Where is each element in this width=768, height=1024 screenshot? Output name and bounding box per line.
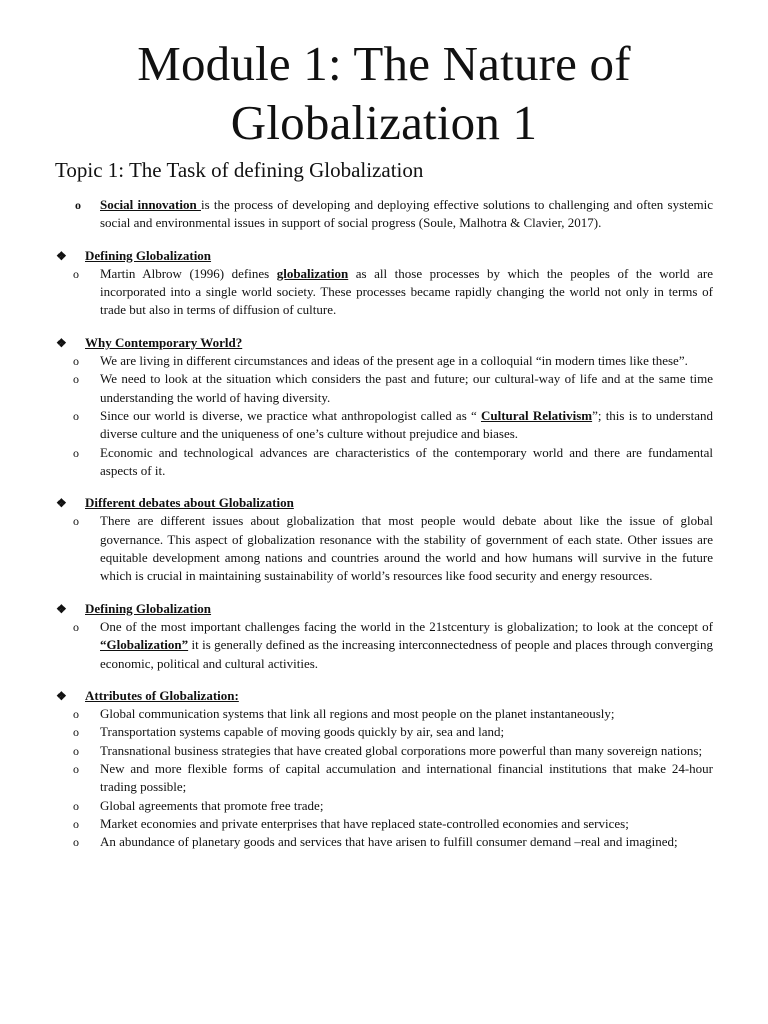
diamond-bullet-icon: ❖ <box>56 496 67 511</box>
section-heading <box>55 334 713 352</box>
list-item-text-pre: An abundance of planetary goods and services that have arisen to fulfill consumer demand –real and imagined; <box>100 834 678 850</box>
bullet-marker: o <box>73 707 79 722</box>
section-heading <box>55 247 713 265</box>
keyword: globalization <box>276 265 349 281</box>
list-item-text <box>100 618 713 673</box>
list-item <box>55 370 713 407</box>
list-item-text-pre: Market economies and private enterprises that have replaced state-controlled economies and services; <box>100 815 629 831</box>
page-title <box>0 0 768 152</box>
diamond-bullet-icon: ❖ <box>56 335 67 350</box>
list-item-text <box>100 797 713 815</box>
list-item <box>55 797 713 815</box>
list-item <box>55 265 713 320</box>
sections-container <box>55 247 713 852</box>
section-heading-text: Defining Globalization <box>85 247 212 263</box>
section-heading-text: Different debates about Globalization <box>85 495 294 511</box>
bullet-marker: o <box>73 354 79 369</box>
list-item-text-pre: Global agreements that promote free trade; <box>100 797 324 813</box>
list-item <box>55 618 713 673</box>
list-item-text-pre: Transnational business strategies that have created global corporations more powerful than many sovereign nations; <box>100 742 703 758</box>
section-heading-text: Attributes of Globalization: <box>85 687 239 703</box>
list-item <box>55 815 713 833</box>
list-item <box>55 352 713 370</box>
bullet-marker: o <box>73 725 79 740</box>
bullet-marker: o <box>73 835 79 850</box>
list-item-text-post: as all those processes by which the peoples of the world are incorporated into a single world society. These processes became rapidly changing the world not only in terms of trade but also in terms of diffusion of culture. <box>100 265 713 318</box>
list-item-text-post: it is generally defined as the increasing interconnectedness of people and places through converging economic, political and cultural activities. <box>100 637 713 671</box>
bullet-marker: o <box>75 198 81 212</box>
bullet-marker: o <box>73 514 79 529</box>
list-item <box>55 833 713 851</box>
list-item-text <box>100 444 713 481</box>
section <box>55 600 713 673</box>
bullet-marker: o <box>73 408 79 423</box>
list-item <box>55 407 713 444</box>
list-item-text-pre: We need to look at the situation which considers the past and future; our cultural-way of life and at the same time understanding the world of having diversity. <box>100 371 713 405</box>
intro-keyword: Social innovation <box>100 197 201 212</box>
list-item-text-pre: Economic and technological advances are characteristics of the contemporary world and there are fundamental aspects of it. <box>100 444 713 478</box>
list-item-text-pre: Global communication systems that link all regions and most people on the planet instantaneously; <box>100 706 615 722</box>
list-item-text <box>100 723 713 741</box>
list-item-text-pre: New and more flexible forms of capital accumulation and international financial institutions that make 24-hour trading possible; <box>100 761 713 795</box>
bullet-marker: o <box>73 743 79 758</box>
bullet-marker: o <box>73 798 79 813</box>
bullet-marker: o <box>73 372 79 387</box>
list-item-text <box>100 833 713 851</box>
list-item-text <box>100 512 713 585</box>
list-item-text <box>100 407 713 444</box>
section-heading-text: Why Contemporary World? <box>85 334 243 350</box>
list-item <box>55 742 713 760</box>
bullet-marker: o <box>73 762 79 777</box>
list-item-text <box>100 370 713 407</box>
diamond-bullet-icon: ❖ <box>56 248 67 263</box>
keyword: Cultural Relativism <box>480 407 593 423</box>
list-item-text-pre: One of the most important challenges facing the world in the 21stcentury is globalization; to look at the concept of <box>100 618 713 634</box>
list-item <box>55 512 713 585</box>
list-item <box>55 723 713 741</box>
list-item-text-pre: Since our world is diverse, we practice what anthropologist called as “ <box>100 407 481 423</box>
intro-body: is the process of developing and deploying effective solutions to challenging and often systemic social and environmental issues in support of social progress (Soule, Malhotra & Clavier, 2017). <box>100 197 714 231</box>
section-heading <box>55 494 713 512</box>
list-item <box>55 705 713 723</box>
list-item-text <box>100 352 713 370</box>
bullet-marker: o <box>73 266 79 281</box>
list-item-text-post: ”; this is to understand diverse culture and the uniqueness of one’s culture without prejudice and biases. <box>100 407 713 442</box>
section <box>55 687 713 852</box>
section-heading <box>55 687 713 705</box>
list-item-text-pre: Martin Albrow (1996) defines <box>100 265 277 281</box>
diamond-bullet-icon: ❖ <box>56 688 67 703</box>
intro-item <box>55 196 713 233</box>
list-item-text-pre: There are different issues about globalization that most people would debate about like the issue of global governance. This aspect of globalization resonance with the stability of government of each state. Other issues are equitable development among nations and countries around the world and how humans will survive in the future which is crucial in maintaining sustainability of world’s resources like food security and energy resources. <box>100 513 713 584</box>
bullet-marker: o <box>73 445 79 460</box>
list-item-text <box>100 815 713 833</box>
title-line-1: Module 1: The Nature of <box>137 36 631 91</box>
list-item-text <box>100 265 713 320</box>
list-item <box>55 444 713 481</box>
list-item-text <box>100 705 713 723</box>
section-heading-text: Defining Globalization <box>85 600 212 616</box>
list-item-text-pre: We are living in different circumstances and ideas of the present age in a colloquial “in modern times like these”. <box>100 353 688 369</box>
section <box>55 334 713 480</box>
list-item-text-pre: Transportation systems capable of moving goods quickly by air, sea and land; <box>100 724 505 740</box>
title-line-2: Globalization 1 <box>230 95 538 150</box>
bullet-marker: o <box>73 619 79 634</box>
list-item <box>55 760 713 797</box>
section-heading <box>55 600 713 618</box>
intro-text <box>100 196 713 233</box>
diamond-bullet-icon: ❖ <box>56 601 67 616</box>
section <box>55 494 713 585</box>
list-item-text <box>100 760 713 797</box>
section <box>55 247 713 320</box>
document-body <box>55 196 713 852</box>
topic-heading: Topic 1: The Task of defining Globalization <box>55 158 424 182</box>
bullet-marker: o <box>73 816 79 831</box>
list-item-text <box>100 742 713 760</box>
keyword: “Globalization” <box>100 637 189 653</box>
